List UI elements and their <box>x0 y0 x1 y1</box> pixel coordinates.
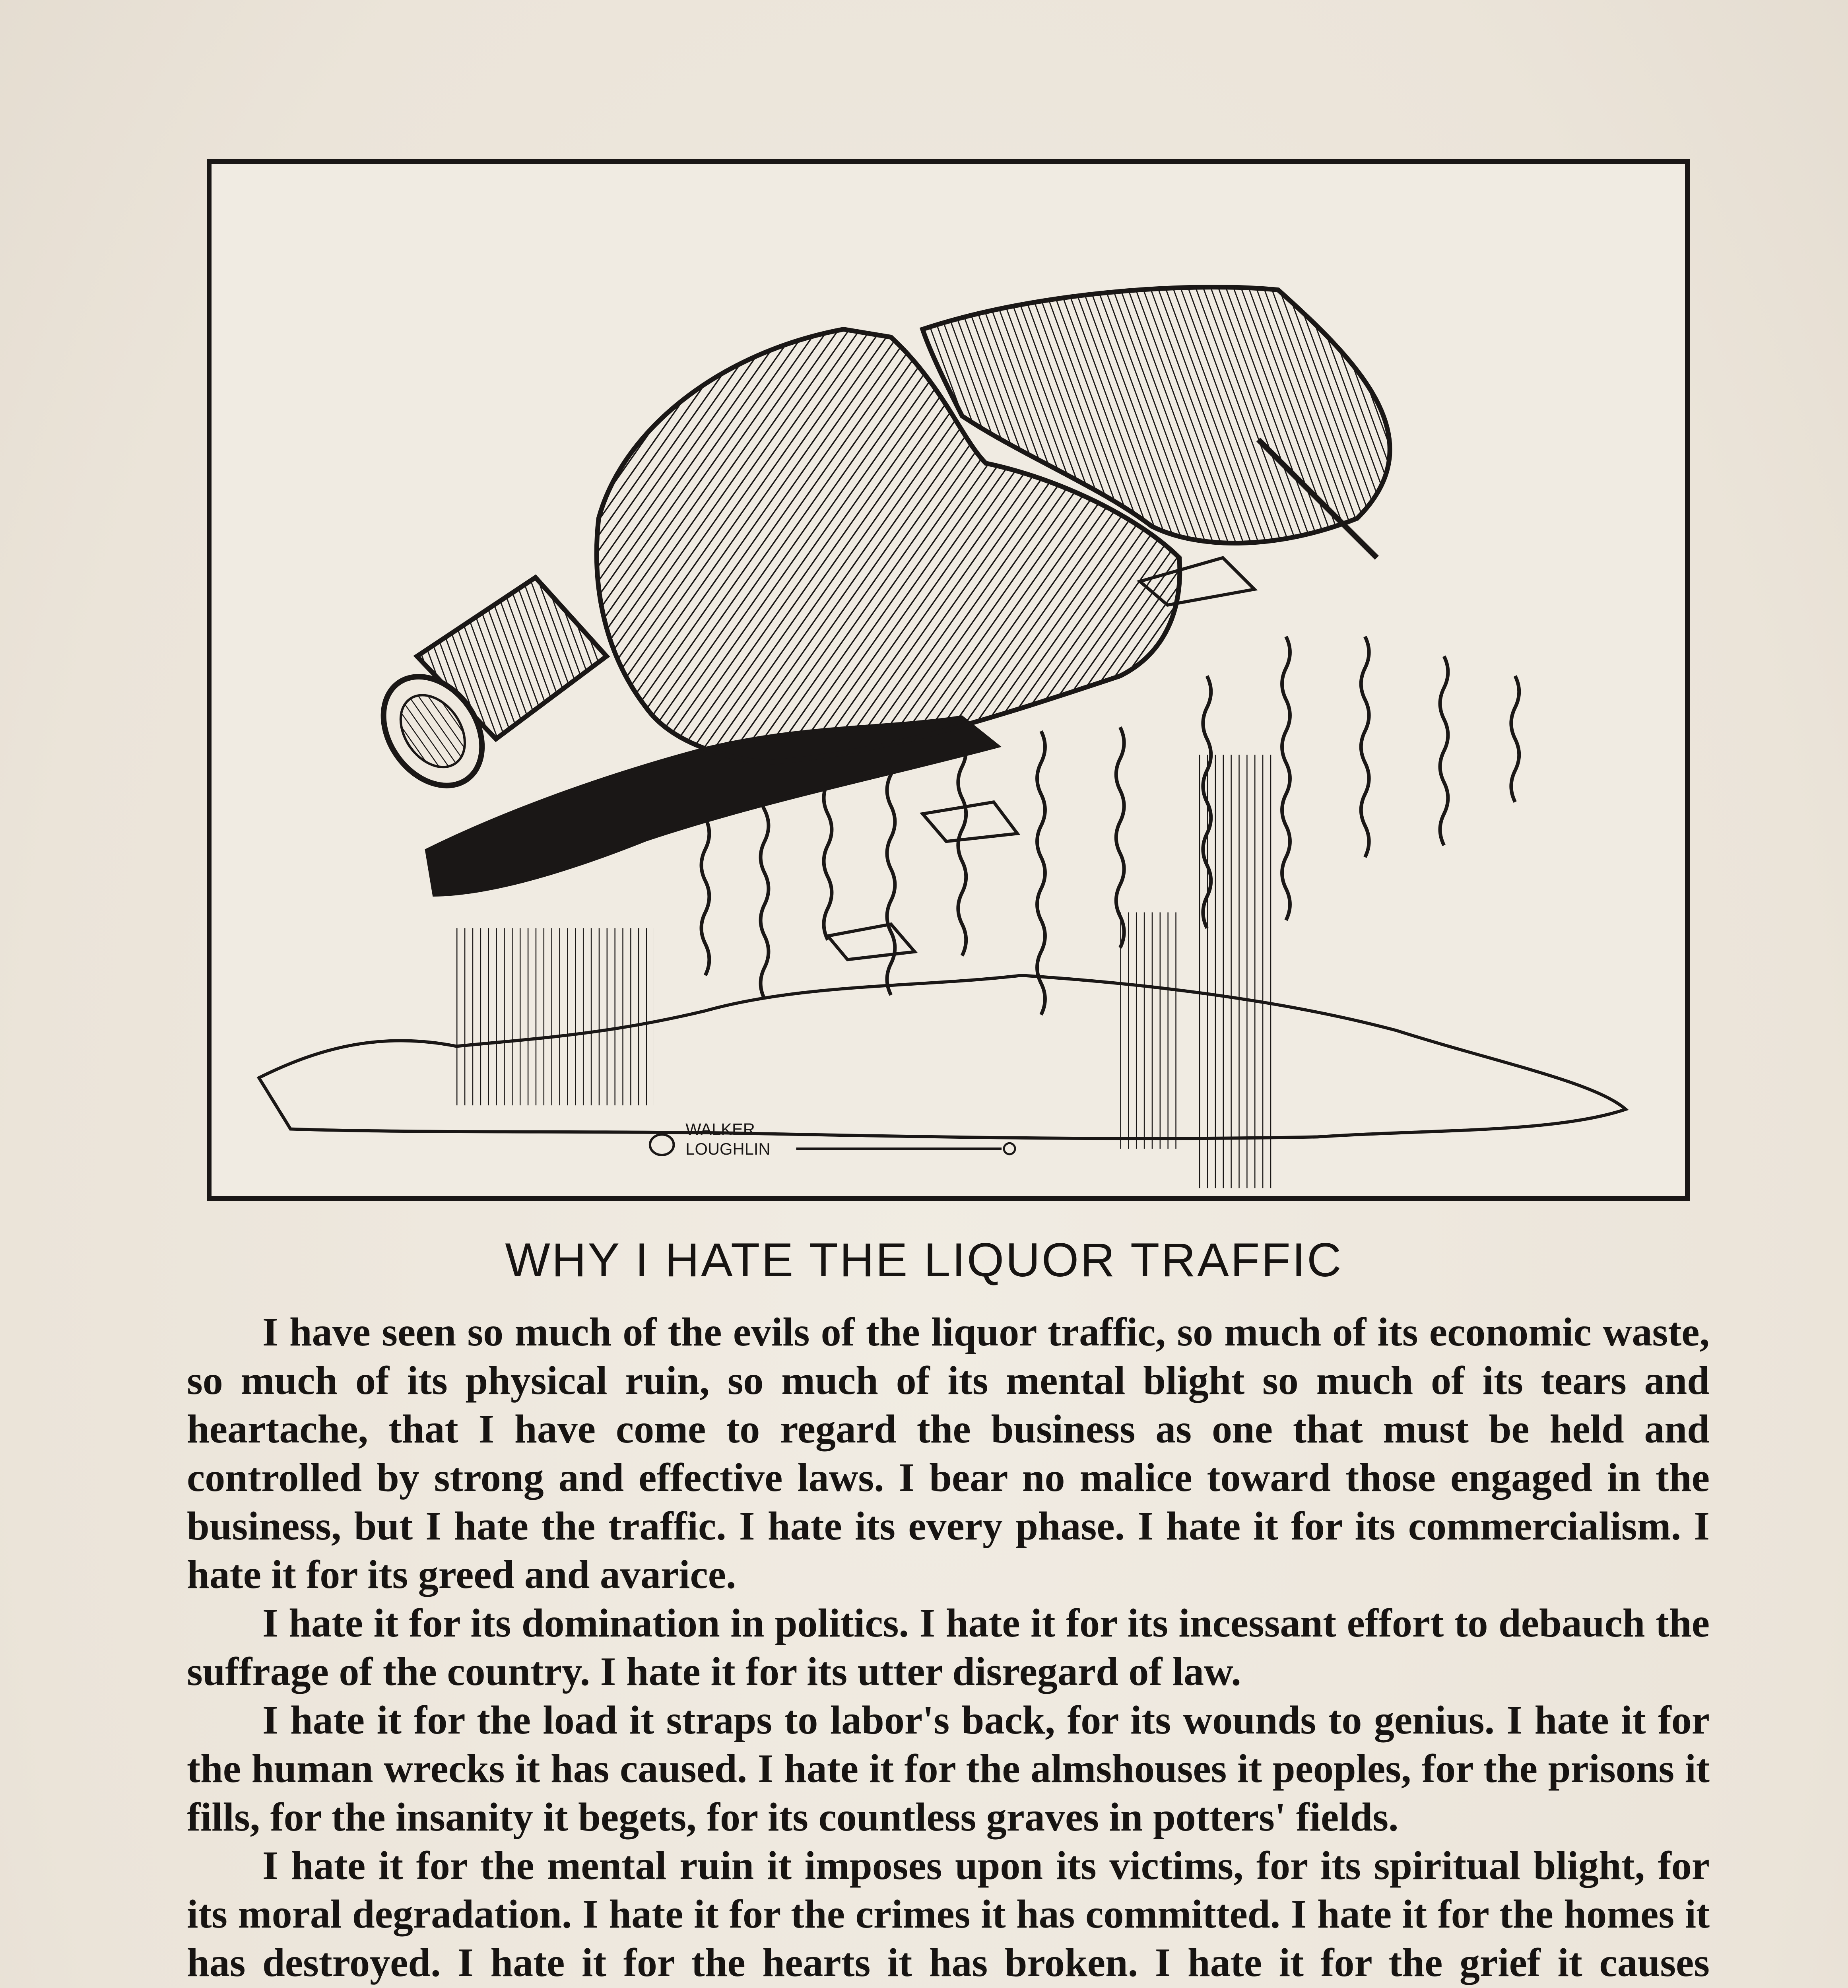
signature-line1: WALKER <box>685 1120 755 1139</box>
broken-bottle-drawing <box>212 164 1685 1196</box>
article-title: WHY I HATE THE LIQUOR TRAFFIC <box>505 1233 1343 1287</box>
article-body <box>187 1308 1710 1988</box>
article-paragraph-3: I hate it for the load it straps to labor's back, for its wounds to genius. I hate it for the human wrecks it has caused. I hate it for the almshouses it peoples, for the prisons it fills, for the insanity it begets, for its countless graves in potters' fields. <box>187 1698 1710 1840</box>
signature-line2: LOUGHLIN <box>685 1140 771 1158</box>
article-paragraph-4: I hate it for the mental ruin it imposes upon its victims, for its spiritual blight, for its moral degradation. I hate it for the crimes it has committed. I hate it for the homes it has destroyed. I hate it for the hearts it has broken. I hate it for the grief it causes <box>187 1843 1710 1985</box>
article-paragraph-1: I have seen so much of the evils of the liquor traffic, so much of its economic waste, so much of its physical ruin, so much of its mental blight so much of its tears and heartache, that I have come to regard the business as one that must be held and controlled by strong and effective laws. I bear no malice toward those engaged in the business, but I hate the traffic. I hate its every phase. I hate it for its commercialism. I hate it for its greed and avarice. <box>187 1310 1710 1597</box>
article-paragraph-2: I hate it for its domination in politics. I hate it for its incessant effort to debauch the suffrage of the country. I hate it for its utter disregard of law. <box>187 1601 1710 1694</box>
signature-circle <box>650 1134 674 1155</box>
broken-bottle-illustration <box>207 159 1690 1201</box>
